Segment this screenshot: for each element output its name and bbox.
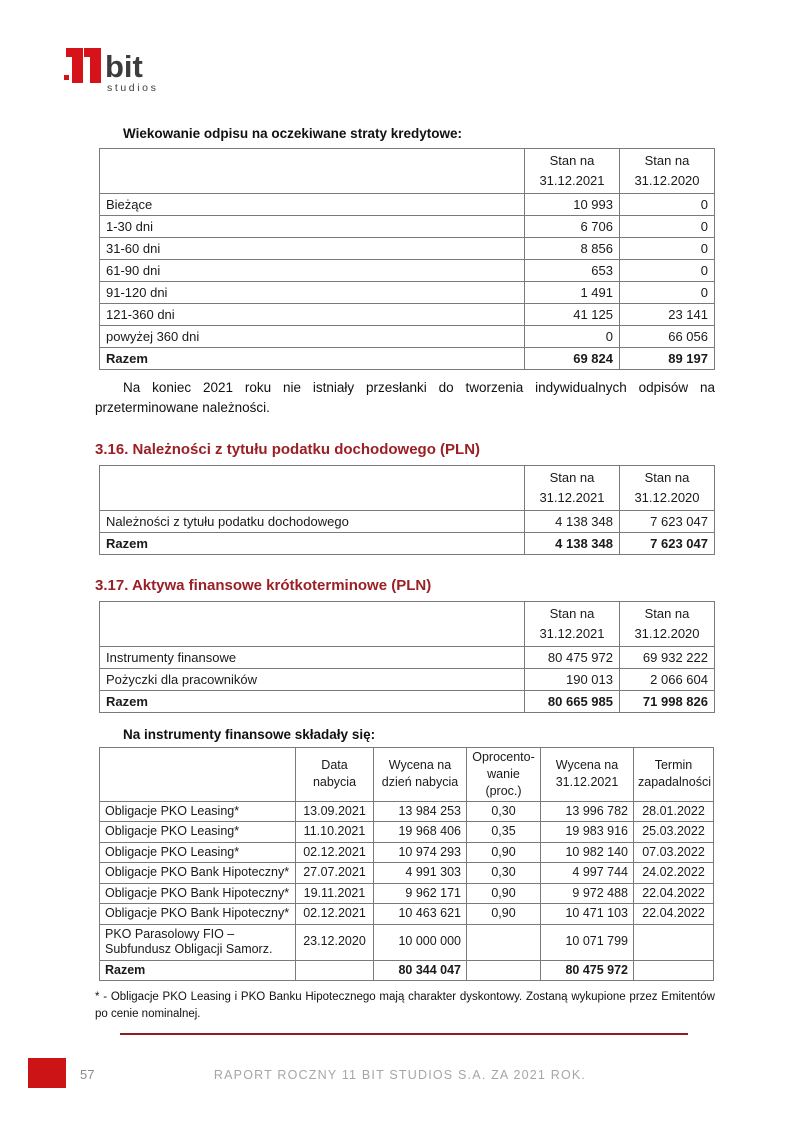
table-cell: 10 000 000 xyxy=(374,924,467,960)
table-cell: 80 475 972 xyxy=(525,646,620,668)
table-cell xyxy=(467,924,541,960)
aging-note-paragraph: Na koniec 2021 roku nie istniały przesłanki do tworzenia indywidualnych odpisów na przeterminowane należności. xyxy=(95,380,715,416)
footer-text: RAPORT ROCZNY 11 BIT STUDIOS S.A. ZA 2021 ROK. xyxy=(213,1068,587,1082)
table-cell: 27.07.2021 xyxy=(296,863,374,884)
table-row xyxy=(100,842,714,863)
table-row xyxy=(100,801,714,822)
financial-instruments-table xyxy=(99,747,714,982)
table-cell: 61-90 dni xyxy=(100,260,525,282)
table-row xyxy=(100,304,715,326)
table-cell: 31-60 dni xyxy=(100,238,525,260)
page-number: 57 xyxy=(80,1067,95,1082)
column-header: Stan na 31.12.2021 xyxy=(525,601,620,646)
table-cell: 13 996 782 xyxy=(541,801,634,822)
table-row xyxy=(100,260,715,282)
table-cell: 653 xyxy=(525,260,620,282)
table-cell: 0 xyxy=(620,282,715,304)
table-cell: 23.12.2020 xyxy=(296,924,374,960)
table-cell: 19 983 916 xyxy=(541,822,634,843)
table-cell: 23 141 xyxy=(620,304,715,326)
table-cell: 80 665 985 xyxy=(525,690,620,712)
table-cell: 1-30 dni xyxy=(100,216,525,238)
table-cell: 0,90 xyxy=(467,883,541,904)
table-cell: 80 475 972 xyxy=(541,960,634,981)
table-cell: 10 993 xyxy=(525,194,620,216)
column-header: Stan na 31.12.2020 xyxy=(620,601,715,646)
table-cell: 02.12.2021 xyxy=(296,842,374,863)
table-cell: Razem xyxy=(100,532,525,554)
table-row xyxy=(100,668,715,690)
table-cell: 69 932 222 xyxy=(620,646,715,668)
table-cell: 41 125 xyxy=(525,304,620,326)
table-cell: Należności z tytułu podatku dochodowego xyxy=(100,510,525,532)
table-row xyxy=(100,904,714,925)
table-header-row xyxy=(100,465,715,510)
column-header: Termin zapadalności xyxy=(634,747,714,801)
table-cell xyxy=(634,960,714,981)
table-cell: 69 824 xyxy=(525,348,620,370)
table-cell: 7 623 047 xyxy=(620,510,715,532)
table-total-row xyxy=(100,690,715,712)
table-total-row xyxy=(100,960,714,981)
column-header: Stan na 31.12.2021 xyxy=(525,465,620,510)
logo-mark-11-icon xyxy=(64,48,101,83)
footnote-text: * - Obligacje PKO Leasing i PKO Banku Hipotecznego mają charakter dyskontowy. Zostaną wykupione przez Emitentów po cenie nominalnej. xyxy=(95,991,715,1021)
table-cell: powyżej 360 dni xyxy=(100,326,525,348)
table-row xyxy=(100,510,715,532)
table-cell: 22.04.2022 xyxy=(634,904,714,925)
logo-text-bit: bit xyxy=(105,49,143,84)
table-cell: 190 013 xyxy=(525,668,620,690)
column-header: Stan na 31.12.2020 xyxy=(620,149,715,194)
table-cell: Obligacje PKO Bank Hipoteczny* xyxy=(100,883,296,904)
table-cell: 07.03.2022 xyxy=(634,842,714,863)
table-cell: PKO Parasolowy FIO – Subfundusz Obligacji Samorz. xyxy=(100,924,296,960)
logo-text-studios: studios xyxy=(107,82,159,94)
table-cell: 4 138 348 xyxy=(525,532,620,554)
column-header: Wycena na 31.12.2021 xyxy=(541,747,634,801)
table-cell: 10 071 799 xyxy=(541,924,634,960)
table-cell: Obligacje PKO Bank Hipoteczny* xyxy=(100,904,296,925)
column-header: Stan na 31.12.2020 xyxy=(620,465,715,510)
table-cell: 0 xyxy=(620,216,715,238)
table-cell: 4 138 348 xyxy=(525,510,620,532)
table-cell: 25.03.2022 xyxy=(634,822,714,843)
table-cell: Obligacje PKO Leasing* xyxy=(100,822,296,843)
table-row xyxy=(100,326,715,348)
table-cell: Razem xyxy=(100,960,296,981)
table-cell: 0 xyxy=(620,238,715,260)
table-cell: Razem xyxy=(100,348,525,370)
footer-rule xyxy=(120,1033,688,1035)
table-header-row xyxy=(100,601,715,646)
table-cell: 0,90 xyxy=(467,904,541,925)
table-cell: 28.01.2022 xyxy=(634,801,714,822)
table-cell: 89 197 xyxy=(620,348,715,370)
table-total-row xyxy=(100,532,715,554)
table-header-row xyxy=(100,149,715,194)
logo xyxy=(62,44,182,96)
instruments-table-caption: Na instrumenty finansowe składały się: xyxy=(123,726,376,742)
column-header: Oprocento- wanie (proc.) xyxy=(467,747,541,801)
table-cell: 0,90 xyxy=(467,842,541,863)
table-cell: 80 344 047 xyxy=(374,960,467,981)
table-row xyxy=(100,282,715,304)
section-3-16-title: 3.16. Należności z tytułu podatku dochodowego (PLN) xyxy=(95,440,481,458)
aging-table-caption: Wiekowanie odpisu na oczekiwane straty kredytowe: xyxy=(123,126,462,141)
table-row xyxy=(100,194,715,216)
table-cell: 0,30 xyxy=(467,801,541,822)
table-cell: 4 991 303 xyxy=(374,863,467,884)
column-header xyxy=(100,465,525,510)
table-cell: 0,35 xyxy=(467,822,541,843)
table-cell: 0 xyxy=(525,326,620,348)
column-header xyxy=(100,149,525,194)
table-cell: 22.04.2022 xyxy=(634,883,714,904)
table-cell: 91-120 dni xyxy=(100,282,525,304)
table-cell: 11.10.2021 xyxy=(296,822,374,843)
table-cell: 71 998 826 xyxy=(620,690,715,712)
short-term-financial-assets-table xyxy=(99,601,715,713)
table-total-row xyxy=(100,348,715,370)
table-cell: 7 623 047 xyxy=(620,532,715,554)
table-header-row xyxy=(100,747,714,801)
table-cell: 4 997 744 xyxy=(541,863,634,884)
table-cell: Razem xyxy=(100,690,525,712)
table-cell: 19.11.2021 xyxy=(296,883,374,904)
table-cell: Obligacje PKO Leasing* xyxy=(100,801,296,822)
table-cell: 10 463 621 xyxy=(374,904,467,925)
table-cell: 02.12.2021 xyxy=(296,904,374,925)
income-tax-receivables-table xyxy=(99,465,715,555)
table-cell: 9 972 488 xyxy=(541,883,634,904)
table-cell: 8 856 xyxy=(525,238,620,260)
table-cell: 1 491 xyxy=(525,282,620,304)
table-row xyxy=(100,863,714,884)
column-header: Stan na 31.12.2021 xyxy=(525,149,620,194)
table-cell: 0 xyxy=(620,194,715,216)
table-cell: 10 982 140 xyxy=(541,842,634,863)
table-row xyxy=(100,924,714,960)
table-cell xyxy=(467,960,541,981)
table-cell: 13.09.2021 xyxy=(296,801,374,822)
column-header xyxy=(100,747,296,801)
table-cell: 0 xyxy=(620,260,715,282)
column-header: Wycena na dzień nabycia xyxy=(374,747,467,801)
table-cell: 66 056 xyxy=(620,326,715,348)
table-cell xyxy=(634,924,714,960)
table-cell xyxy=(296,960,374,981)
table-cell: 10 471 103 xyxy=(541,904,634,925)
table-cell: Obligacje PKO Leasing* xyxy=(100,842,296,863)
table-row xyxy=(100,238,715,260)
table-cell: 0,30 xyxy=(467,863,541,884)
table-row xyxy=(100,646,715,668)
company-logo xyxy=(62,44,182,96)
table-cell: 10 974 293 xyxy=(374,842,467,863)
table-row xyxy=(100,883,714,904)
table-cell: Obligacje PKO Bank Hipoteczny* xyxy=(100,863,296,884)
table-cell: 6 706 xyxy=(525,216,620,238)
section-3-17-title: 3.17. Aktywa finansowe krótkoterminowe (PLN) xyxy=(95,576,432,594)
table-row xyxy=(100,822,714,843)
table-cell: Instrumenty finansowe xyxy=(100,646,525,668)
table-cell: 24.02.2022 xyxy=(634,863,714,884)
table-cell: 19 968 406 xyxy=(374,822,467,843)
aging-table xyxy=(99,148,715,370)
table-cell: Pożyczki dla pracowników xyxy=(100,668,525,690)
table-cell: 121-360 dni xyxy=(100,304,525,326)
column-header xyxy=(100,601,525,646)
content-area xyxy=(95,126,715,1024)
table-cell: 9 962 171 xyxy=(374,883,467,904)
column-header: Data nabycia xyxy=(296,747,374,801)
table-cell: Bieżące xyxy=(100,194,525,216)
table-cell: 13 984 253 xyxy=(374,801,467,822)
table-cell: 2 066 604 xyxy=(620,668,715,690)
table-row xyxy=(100,216,715,238)
